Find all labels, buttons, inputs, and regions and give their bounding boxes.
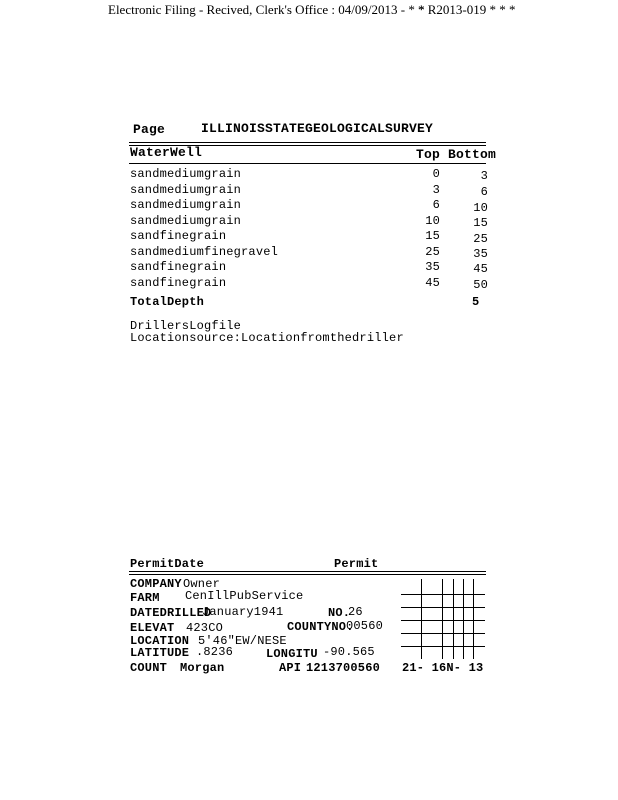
total-depth-value: 5 — [472, 295, 480, 309]
latitude-value: .8236 — [196, 645, 234, 659]
log-row-top: 15 — [425, 229, 440, 243]
log-row-top: 45 — [425, 276, 440, 290]
elevation-value: 423CO — [186, 621, 224, 635]
elevation-label: ELEVAT — [130, 621, 175, 635]
log-row-top: 0 — [432, 167, 440, 181]
permit-rule-2 — [129, 574, 486, 575]
log-row-desc: sandfinegrain — [130, 260, 227, 274]
header-rule-top — [129, 142, 486, 143]
api-value: 1213700560 — [306, 661, 381, 675]
log-row-desc: sandfinegrain — [130, 276, 227, 290]
log-row-top: 3 — [432, 183, 440, 197]
longitude-value: -90.565 — [323, 645, 375, 659]
location-source: Locationsource:Locationfromthedriller — [130, 331, 404, 345]
log-row-desc: sandmediumgrain — [130, 198, 242, 212]
log-row-bottom: 6 — [480, 185, 488, 199]
column-water-well: WaterWell — [130, 145, 203, 160]
log-row-bottom: 25 — [473, 232, 488, 246]
log-row-desc: sandmediumfinegravel — [130, 245, 279, 259]
township-range: 21- 16N- 13 — [402, 661, 484, 675]
permit-label: Permit — [334, 557, 379, 571]
log-row-bottom: 10 — [473, 201, 488, 215]
grid-line — [401, 620, 485, 621]
grid-line — [401, 633, 485, 634]
farm-label: FARM — [130, 591, 160, 605]
filing-header-left: Electronic Filing - Recived, Clerk's Office : 04/09/2013 - * * — [108, 2, 425, 17]
county-label: COUNT — [130, 661, 168, 675]
filing-header-right: * R2013-019 * * * — [418, 2, 516, 17]
company-value: Owner — [183, 577, 221, 591]
log-row-desc: sandmediumgrain — [130, 183, 242, 197]
log-row-top: 10 — [425, 214, 440, 228]
no-value: 26 — [348, 605, 363, 619]
county-no-label: COUNTYNO. — [287, 620, 354, 634]
county-value: Morgan — [180, 661, 225, 675]
log-row-top: 6 — [432, 198, 440, 212]
grid-line — [421, 579, 422, 659]
grid-line — [453, 579, 454, 659]
column-bottom: Bottom — [448, 147, 497, 162]
county-no-value: 00560 — [346, 619, 384, 633]
grid-line — [463, 579, 464, 659]
drillers-log: DrillersLogfile — [130, 319, 242, 333]
grid-line — [473, 579, 474, 659]
grid-line — [442, 579, 443, 659]
longitude-label: LONGITU — [266, 647, 318, 661]
grid-line — [401, 607, 485, 608]
grid-line — [401, 646, 485, 647]
company-label: COMPANY — [130, 577, 182, 591]
log-row-desc: sandmediumgrain — [130, 214, 242, 228]
permit-rule — [129, 571, 486, 572]
log-row-bottom: 3 — [480, 169, 488, 183]
log-row-desc: sandfinegrain — [130, 229, 227, 243]
date-drilled-label: DATEDRILLED — [130, 606, 212, 620]
log-row-desc: sandmediumgrain — [130, 167, 242, 181]
column-top: Top — [416, 147, 441, 162]
latitude-label: LATITUDE — [130, 646, 190, 660]
survey-title: ILLINOISSTATEGEOLOGICALSURVEY — [201, 121, 434, 136]
log-row-bottom: 50 — [473, 278, 488, 292]
no-label: NO. — [328, 606, 351, 620]
permit-date-label: PermitDate — [130, 557, 205, 571]
date-drilled-value: January1941 — [202, 605, 284, 619]
total-depth-label: TotalDepth — [130, 295, 205, 309]
api-label: API — [279, 661, 302, 675]
log-row-bottom: 15 — [473, 216, 488, 230]
page-label: Page — [133, 122, 166, 137]
location-label: LOCATION — [130, 634, 190, 648]
log-row-bottom: 35 — [473, 247, 488, 261]
log-row-top: 25 — [425, 245, 440, 259]
farm-value: CenIllPubService — [185, 589, 304, 603]
log-row-bottom: 45 — [473, 262, 488, 276]
grid-line — [401, 594, 485, 595]
location-value: 5'46"EW/NESE — [198, 634, 287, 648]
header-rule-bottom — [129, 163, 486, 164]
log-row-top: 35 — [425, 260, 440, 274]
